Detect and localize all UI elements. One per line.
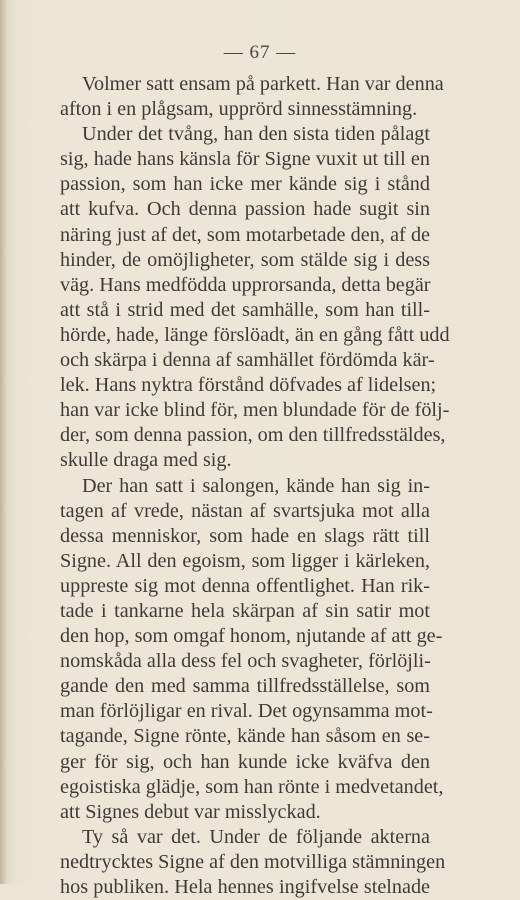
text-line: att stå i strid med det samhälle, som han till- [60,298,430,321]
text-line: tagande, Signe rönte, kände han såsom en se- [60,725,430,748]
text-line: dessa menniskor, som hade en slags rätt till [60,524,430,547]
text-line: nomskåda alla dess fel och svagheter, förlöjli- [60,650,431,673]
text-line: Volmer satt ensam på parkett. Han var denna [82,73,444,95]
text-line: gande den med samma tillfredsställelse, som [60,675,430,698]
text-line: passion, som han icke mer kände sig i stånd [60,173,430,196]
body-text [60,72,450,900]
text-line: afton i en plågsam, upprörd sinnesstämning. [60,98,418,121]
text-line: näring just af det, som motarbetade den, af de [60,223,430,246]
page-binding-edge [0,0,6,884]
text-line: Der han satt i salongen, kände han sig in- [82,474,430,497]
text-line: man förlöjligar en rival. Det ogynsamma mot- [60,700,433,723]
text-line: den hop, som omgaf honom, njutande af att ge- [60,625,443,648]
text-line: han var icke blind för, men blundade för de följ- [60,399,450,422]
text-line: uppreste sig mot denna offentlighet. Han rik- [60,574,430,597]
text-line: att kufva. Och denna passion hade sugit sin [60,198,430,221]
page-number: — 67 — [223,42,297,63]
text-line: och skärpa i denna af samhället fördömda kär- [60,349,435,372]
text-line: hörde, hade, länge förslöadt, än en gång fått udd [60,323,450,346]
text-line: hos publiken. Hela hennes ingifvelse stelnade [60,876,430,898]
text-line: tade i tankarne hela skärpan af sin satir mot [60,599,430,622]
text-line: Under det tvång, han den sista tiden pålagt [82,123,430,146]
text-line: skulle draga med sig. [60,449,232,472]
text-line: tagen af vrede, nästan af svartsjuka mot alla [60,499,430,522]
text-line: ger för sig, och han kunde icke kväfva den [60,750,430,773]
text-line: lek. Hans nyktra förstånd döfvades af lidelsen; [60,374,437,397]
text-line: väg. Hans medfödda upprorsanda, detta begär [60,273,431,296]
text-line: hinder, de omöjligheter, som stälde sig i dess [60,248,430,271]
text-line: sig, hade hans känsla för Signe vuxit ut till en [60,148,430,171]
text-line: Ty så var det. Under de följande akterna [82,825,430,848]
text-line: Signe. All den egoism, som ligger i kärleken, [60,549,430,572]
text-line: att Signes debut var misslyckad. [60,800,321,823]
text-line: egoistiska glädje, som han rönte i medvetandet, [60,775,444,798]
text-line: nedtrycktes Signe af den motvilliga stämningen [60,850,446,873]
text-line: der, som denna passion, om den tillfredsstäldes, [60,424,446,447]
